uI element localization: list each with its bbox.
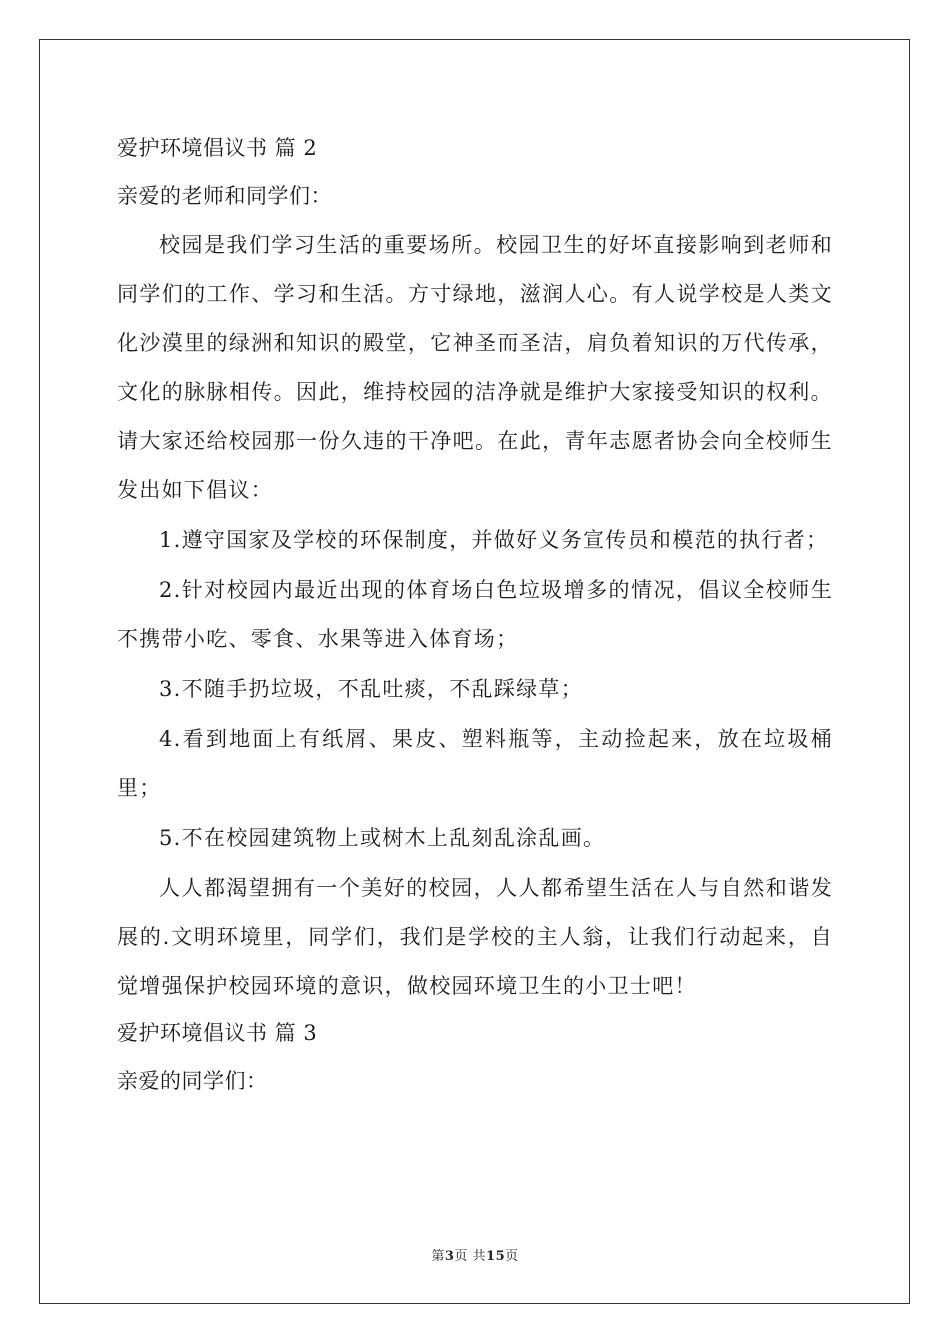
page-mid: 页 共 [454, 1249, 487, 1264]
paragraph-intro: 校园是我们学习生活的重要场所。校园卫生的好坏直接影响到老师和同学们的工作、学习和生活。方寸绿地，滋润人心。有人说学校是人类文化沙漠里的绿洲和知识的殿堂，它神圣而圣洁，肩负着知识的万代传承，文化的脉脉相传。因此，维持校园的洁净就是维护大家接受知识的权利。请大家还给校园那一份久违的干净吧。在此，青年志愿者协会向全校师生发出如下倡议： [117, 233, 833, 502]
paragraph-closing: 人人都渴望拥有一个美好的校园，人人都希望生活在人与自然和谐发展的.文明环境里，同学们，我们是学校的主人翁，让我们行动起来，自觉增强保护校园环境的意识，做校园环境卫生的小卫士吧！ [117, 876, 833, 998]
proposal-item-2: 2.针对校园内最近出现的体育场白色垃圾增多的情况，倡议全校师生不携带小吃、零食、水果等进入体育场； [117, 578, 833, 651]
page-suffix: 页 [505, 1249, 519, 1264]
page-current: 3 [444, 1249, 455, 1264]
document-body [117, 127, 833, 1106]
page-footer [0, 1245, 950, 1264]
page-total: 15 [486, 1249, 506, 1264]
greeting: 亲爱的同学们： [117, 1069, 268, 1093]
section-title: 爱护环境倡议书 篇 3 [117, 1021, 318, 1045]
proposal-item-1: 1.遵守国家及学校的环保制度，并做好义务宣传员和模范的执行者； [159, 528, 829, 552]
section-title: 爱护环境倡议书 篇 2 [117, 136, 318, 160]
proposal-item-3: 3.不随手扔垃圾，不乱吐痰，不乱踩绿草； [159, 677, 584, 701]
page-prefix: 第 [431, 1249, 445, 1264]
proposal-item-4: 4.看到地面上有纸屑、果皮、塑料瓶等，主动捡起来，放在垃圾桶里； [117, 727, 833, 800]
greeting: 亲爱的老师和同学们： [117, 184, 332, 208]
proposal-item-5: 5.不在校园建筑物上或树木上乱刻乱涂乱画。 [159, 826, 606, 850]
